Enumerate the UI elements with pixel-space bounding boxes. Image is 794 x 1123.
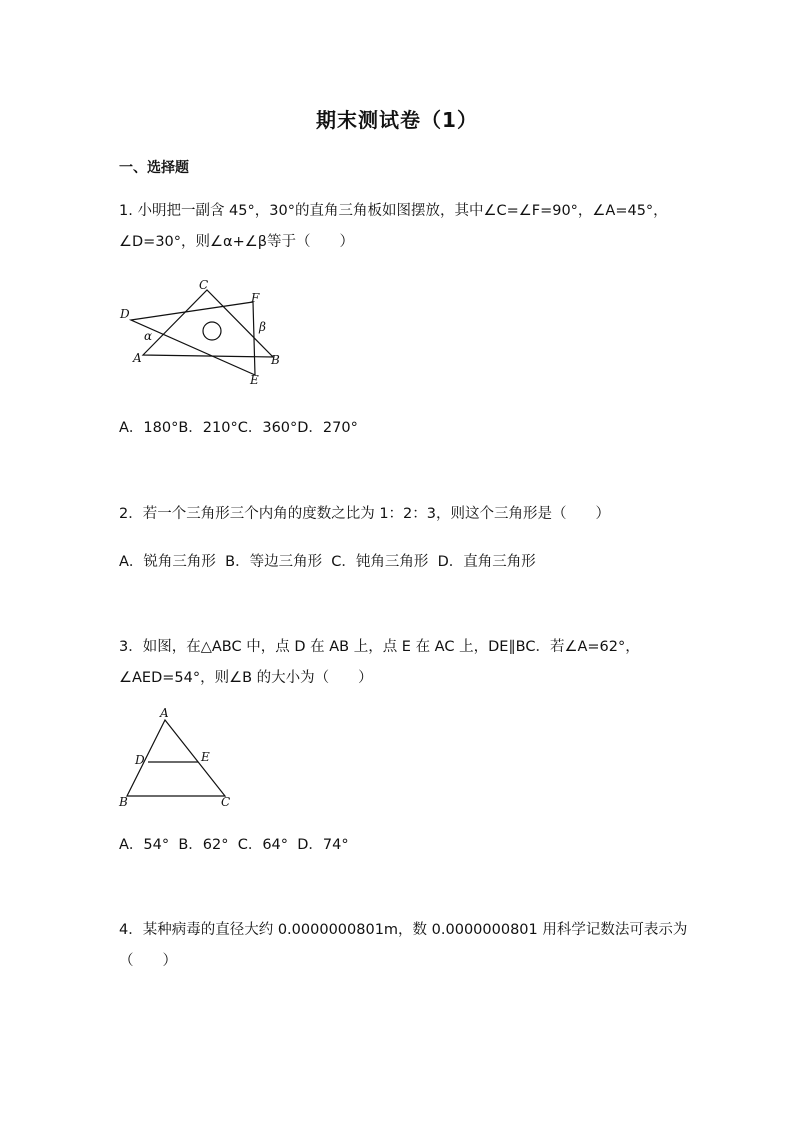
question-3-text: 3．如图，在△ABC 中，点 D 在 AB 上，点 E 在 AC 上，DE∥BC．若∠A=62°，∠AED=54°，则∠B 的大小为（ ） (119, 639, 640, 686)
question-2-text: 2．若一个三角形三个内角的度数之比为 1：2：3，则这个三角形是（ ） (119, 506, 611, 522)
question-2-options: A．锐角三角形 B．等边三角形 C．钝角三角形 D．直角三角形 (119, 554, 536, 570)
label-beta: β (259, 320, 266, 334)
question-3-options: A．54° B．62° C．64° D．74° (119, 837, 349, 853)
label-C-q3: C (221, 795, 231, 809)
label-alpha: α (144, 329, 153, 343)
label-A: A (133, 351, 142, 365)
label-C: C (199, 278, 209, 292)
label-B: B (271, 353, 280, 367)
section-heading: 一、选择题 (119, 160, 189, 176)
label-E-q3: E (201, 750, 210, 764)
question-1-figure (115, 275, 295, 390)
page-title: 期末测试卷（1） (316, 108, 478, 132)
question-1-text: 1. 小明把一副含 45°，30°的直角三角板如图摆放，其中∠C=∠F=90°，∠A=45°，∠D=30°，则∠α+∠β等于（ ） (119, 203, 668, 250)
label-D: D (120, 307, 130, 321)
label-D-q3: D (135, 753, 145, 767)
label-A-q3: A (160, 706, 169, 720)
question-3-figure (115, 702, 245, 810)
label-F: F (251, 291, 260, 305)
label-E: E (250, 373, 259, 387)
question-1-options: A．180°B．210°C．360°D．270° (119, 420, 358, 436)
label-B-q3: B (119, 795, 128, 809)
question-4-text: 4．某种病毒的直径大约 0.0000000801m，数 0.0000000801 用科学记数法可表示为（ ） (119, 922, 688, 969)
triangle-hole (203, 322, 221, 340)
